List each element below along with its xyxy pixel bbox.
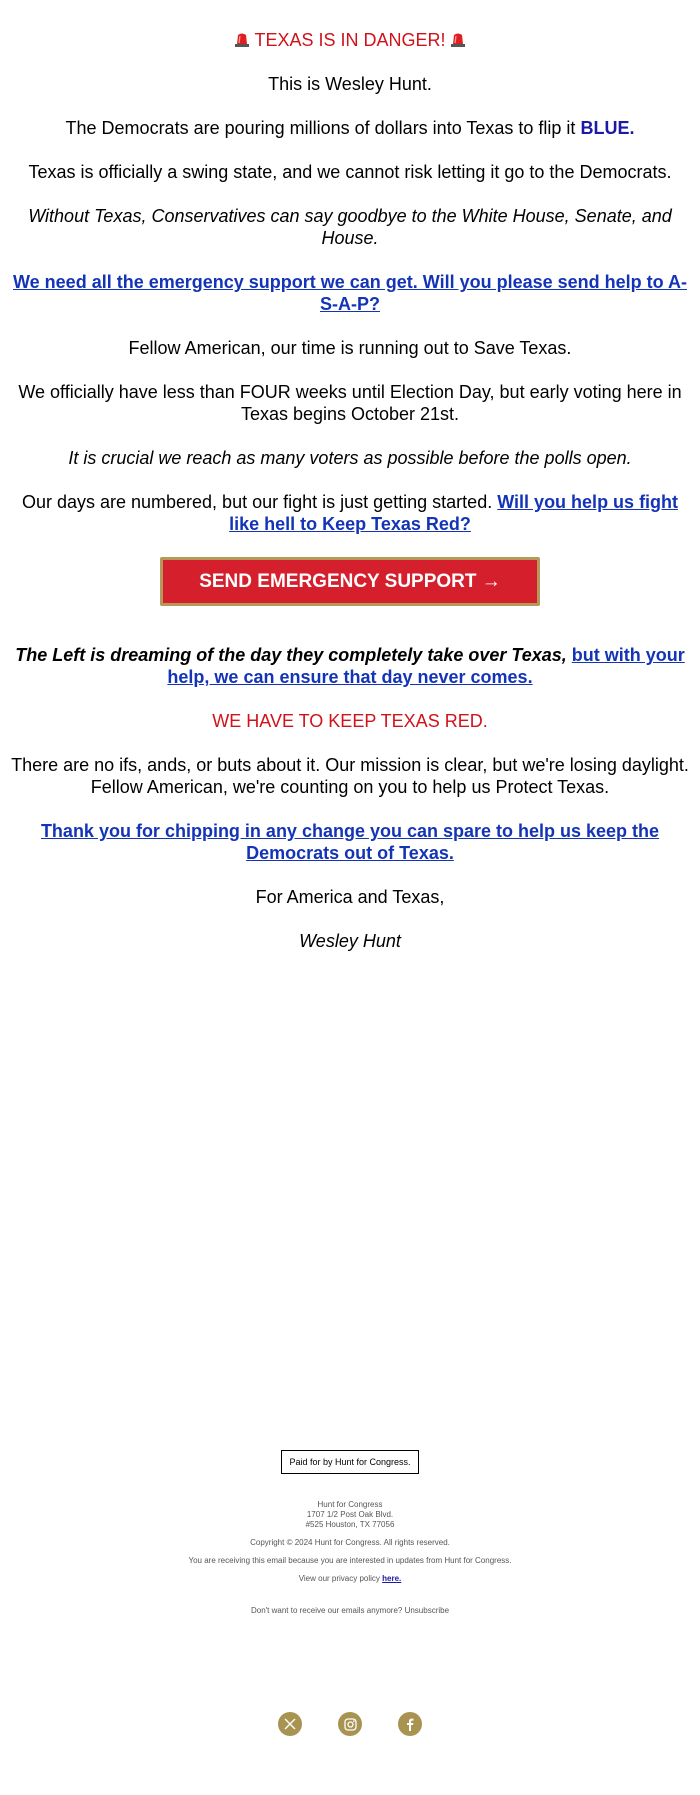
left-text: The Left is dreaming of the day they completely take over Texas, bbox=[15, 645, 567, 665]
footer bbox=[0, 1450, 700, 1624]
fight-link[interactable]: Will you help us fight like hell to Keep Texas Red? bbox=[229, 492, 679, 534]
headline bbox=[10, 29, 690, 51]
instagram-icon[interactable] bbox=[338, 1712, 362, 1736]
social-links bbox=[0, 1712, 700, 1736]
privacy-line bbox=[0, 1574, 700, 1584]
ifs-paragraph: There are no ifs, ands, or buts about it. Our mission is clear, but we're losing daylight. Fellow American, we're counting on you to help us Protect Texas. bbox=[11, 755, 689, 797]
crucial-paragraph: It is crucial we reach as many voters as possible before the polls open. bbox=[68, 448, 632, 468]
signoff: For America and Texas, bbox=[255, 887, 445, 907]
officially-paragraph: We officially have less than FOUR weeks until Election Day, but early voting here in Texas begins October 21st. bbox=[18, 382, 682, 424]
democrats-paragraph bbox=[10, 117, 690, 139]
democrats-text: The Democrats are pouring millions of dollars into Texas to flip it bbox=[65, 118, 576, 138]
siren-icon bbox=[450, 33, 466, 47]
facebook-icon[interactable] bbox=[398, 1712, 422, 1736]
days-paragraph bbox=[10, 491, 690, 535]
address bbox=[0, 1500, 700, 1530]
blue-text: BLUE. bbox=[580, 118, 635, 138]
paid-for-box: Paid for by Hunt for Congress. bbox=[281, 1450, 418, 1474]
org-name: Hunt for Congress bbox=[317, 1500, 383, 1509]
asap-link[interactable]: We need all the emergency support we can get. Will you please send help to A-S-A-P? bbox=[13, 272, 687, 314]
headline-text: TEXAS IS IN DANGER! bbox=[254, 30, 446, 50]
receiving-notice: You are receiving this email because you are interested in updates from Hunt for Congress. bbox=[188, 1556, 512, 1565]
signature: Wesley Hunt bbox=[299, 931, 401, 951]
email-body bbox=[10, 29, 690, 974]
address-line-2: #525 Houston, TX 77056 bbox=[305, 1520, 395, 1529]
address-line-1: 1707 1/2 Post Oak Blvd. bbox=[306, 1510, 394, 1519]
privacy-text: View our privacy policy bbox=[298, 1574, 380, 1583]
keep-red-paragraph: WE HAVE TO KEEP TEXAS RED. bbox=[212, 711, 488, 731]
left-paragraph bbox=[10, 644, 690, 688]
left-link[interactable]: but with your help, we can ensure that day never comes. bbox=[167, 645, 685, 687]
x-icon[interactable] bbox=[278, 1712, 302, 1736]
siren-icon bbox=[234, 33, 250, 47]
days-text: Our days are numbered, but our fight is just getting started. bbox=[21, 492, 493, 512]
unsubscribe-line[interactable]: Don't want to receive our emails anymore? Unsubscribe bbox=[250, 1606, 450, 1615]
swing-paragraph: Texas is officially a swing state, and we cannot risk letting it go to the Democrats. bbox=[28, 162, 672, 182]
copyright: Copyright © 2024 Hunt for Congress. All rights reserved. bbox=[250, 1538, 450, 1547]
privacy-link[interactable]: here. bbox=[382, 1574, 402, 1583]
fellow-paragraph: Fellow American, our time is running out to Save Texas. bbox=[128, 338, 572, 358]
send-emergency-support-button[interactable]: SEND EMERGENCY SUPPORT → bbox=[160, 557, 540, 606]
intro: This is Wesley Hunt. bbox=[268, 74, 432, 94]
without-paragraph: Without Texas, Conservatives can say goodbye to the White House, Senate, and House. bbox=[28, 206, 672, 248]
thanks-link[interactable]: Thank you for chipping in any change you can spare to help us keep the Democrats out of Texas. bbox=[40, 821, 660, 863]
